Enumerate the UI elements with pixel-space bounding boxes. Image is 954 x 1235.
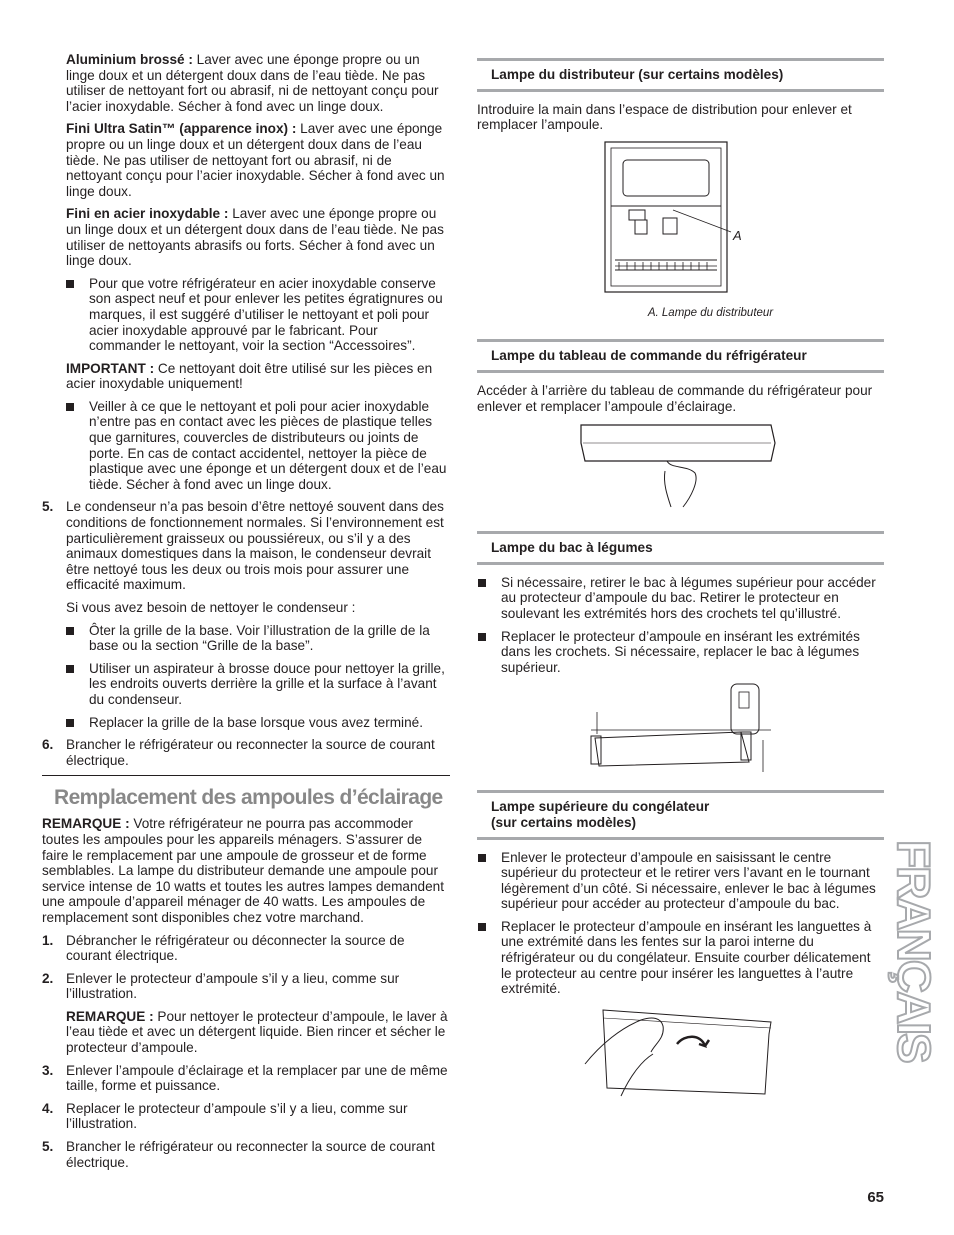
control-panel-illustration [571,421,791,511]
list-item-text: Enlever le protecteur d’ampoule en saisissant le centre supérieur du protecteur et le retirer vers l’avant en le tournant légèrement d’un côté. Si nécessaire, enlever le bac à légumes supérieur pour accéder au protecteur d’ampoule du bac. [501,849,876,912]
section-title-freezer-light [477,790,884,839]
dispenser-illustration [581,140,781,300]
freezer-light-illustration [581,1004,781,1100]
bullet-square-icon [66,627,74,635]
list-item-text: Replacer le protecteur d’ampoule en insérant les extrémités dans les crochets. Si nécessaire, replacer le bac à légumes supérieur. [501,628,860,675]
step-number: 6. [42,737,54,753]
bullet-square-icon [66,280,74,288]
step-number: 2. [42,970,54,986]
figure-caption: A. Lampe du distributeur [647,306,774,319]
left-column [42,52,450,1177]
step-text: Brancher le réfrigérateur ou reconnecter la source de courant électrique. [66,1139,435,1170]
bullet-square-icon [478,633,486,641]
bullet-square-icon [478,854,486,862]
paragraph-important [42,361,450,392]
step-text: Débrancher le réfrigérateur ou déconnecter la source de courant électrique. [66,932,405,964]
paragraph-inox [42,206,450,268]
paragraph-subintro: Si vous avez besoin de nettoyer le condenseur : [66,600,356,615]
list-item [477,850,884,912]
step-text: Replacer le protecteur d’ampoule s’il y a lieu, comme sur l’illustration. [66,1100,408,1132]
bullet-square-icon [66,665,74,673]
step-number: 4. [42,1100,54,1116]
step-text: Brancher le réfrigérateur ou reconnecter la source de courant électrique. [66,737,435,768]
bullet-square-icon [478,923,486,931]
paragraph-text: Laver avec une éponge propre ou un linge doux et un détergent doux dans de l’eau tiède. Ne pas utiliser de nettoyant fort ou abrasif, ni de nettoyant conçu pour l’acier inoxydable. Sécher à fond avec un linge doux. [66,52,439,114]
paragraph-satin [42,121,450,199]
paragraph-dispenser: Introduire la main dans l’espace de distribution pour enlever et remplacer l’ampoule. [477,101,852,133]
list-item-text: Veiller à ce que le nettoyant et poli pour acier inoxydable n’entre pas en contact avec les pièces de plastique telles que garnitures, couvercles de distributeurs ou joints de porte. En cas de contact accidentel, nettoyer la pièce de plastique avec une éponge et un détergent doux et de l’eau tiède. Sécher à fond avec un linge doux. [89,398,447,492]
section-title-line: (sur certains modèles) [491,814,637,830]
step-number: 5. [42,1139,54,1155]
term-label: REMARQUE : [66,1008,154,1024]
step-5b [42,1139,450,1170]
paragraph-text: Pour nettoyer le protecteur d’ampoule, le laver à l’eau tiède et avec un détergent liquide. Bien rincer et sécher le protecteur d’ampoule. [66,1008,448,1056]
step-1 [42,933,450,964]
list-item-text: Replacer la grille de la base lorsque vous avez terminé. [89,714,423,730]
term-label: Aluminium brossé : [66,52,193,67]
section-divider [42,775,450,776]
section-heading: Remplacement des ampoules d’éclairage [54,786,443,810]
paragraph-text: Votre réfrigérateur ne pourra pas accommoder toutes les ampoules pour les appareils ménagers. S’assurer de faire le remplacement par une ampoule de grosseur et de forme semblables. La lampe du distributeur demande une ampoule pour service intense de 10 watts et toutes les autres lampes demandent une ampoule d’appareil ménager de 40 watts. Les ampoules de remplacement sont disponibles chez votre marchand. [42,816,444,925]
paragraph-control-panel: Accéder à l’arrière du tableau de commande du réfrigérateur pour enlever et remplacer l’ampoule d’éclairage. [477,382,873,414]
bullet-square-icon [66,719,74,727]
list-item-text: Pour que votre réfrigérateur en acier inoxydable conserve son aspect neuf et pour enlever les petites égratignures ou marques, il est suggéré d’utiliser le nettoyant et poli pour acier inoxydable approuvé par le fabricant. Pour commander le nettoyant, voir la section “Accessoires”. [89,275,443,354]
figure-label-a: A [732,227,742,243]
step-text: Enlever le protecteur d’ampoule s’il y a lieu, comme sur l’illustration. [66,970,400,1002]
list-item [42,276,450,354]
list-item [477,919,884,997]
step-text: Enlever l’ampoule d’éclairage et la remplacer par une de même taille, forme et puissance. [66,1062,448,1094]
sidebar-language-text: FRANÇAIS [888,840,940,1062]
list-item [42,715,450,731]
paragraph-text: Laver avec une éponge propre ou un linge doux et un détergent doux dans de l’eau tiède. Ne pas utiliser de nettoyant fort ou abrasif, ni de nettoyant conçu pour l’acier inoxydable. Sécher à fond avec un linge doux. [66,121,445,199]
step-5 [42,499,450,593]
right-column [477,58,884,1106]
list-item-text: Utiliser un aspirateur à brosse douce pour nettoyer la grille, les endroits ouverts derrière la grille et la surface à l’avant du condenseur. [89,660,445,707]
section-title-line: Lampe supérieure du congélateur [491,799,710,815]
paragraph-text: Ce nettoyant doit être utilisé sur les pièces en acier inoxydable uniquement! [66,360,433,392]
step-number: 3. [42,1062,54,1078]
term-label: REMARQUE : [42,816,130,832]
step-text: Le condenseur n’a pas besoin d’être nettoyé souvent dans des conditions de fonctionnement normales. Si l’environnement est particulièrement graisseux ou poussiéreux, ou s’il y a des animaux domestiques dans la maison, le condenseur devrait être nettoyé tous les deux ou trois mois pour assurer une efficacité maximum. [66,499,444,593]
step-2 [42,971,450,1002]
paragraph-aluminium [42,52,450,114]
list-item-text: Si nécessaire, retirer le bac à légumes supérieur pour accéder au protecteur d’ampoule du bac. Retirer le protecteur en soulevant les extrémités hors des crochets tel qu’illustré. [501,574,876,621]
section-title-dispenser-light: Lampe du distributeur (sur certains modèles) [477,58,884,92]
paragraph-remarque-2 [42,1009,450,1056]
language-sidebar [880,840,940,1070]
step-3 [42,1063,450,1094]
step-6 [42,737,450,768]
list-item-text: Replacer le protecteur d’ampoule en insérant les languettes à une extrémité dans les fentes sur la paroi interne du réfrigérateur ou du congélateur. Ensuite courber délicatement le protecteur au centre pour insérer les languettes à l’autre extrémité. [501,918,872,997]
list-item-text: Ôter la grille de la base. Voir l’illustration de la grille de la base ou la section “Grille de la base”. [89,622,430,654]
term-label: Fini Ultra Satin™ (apparence inox) : [66,121,297,137]
paragraph-remarque [42,816,450,925]
bullet-square-icon [478,579,486,587]
list-item [42,623,450,654]
list-item [477,629,884,676]
term-label: IMPORTANT : [66,360,155,376]
paragraph-text: Laver avec une éponge propre ou un linge doux et un détergent doux dans de l’eau tiède. Ne pas utiliser de nettoyants abrasifs ou forts. Sécher à fond avec un linge doux. [66,206,444,269]
list-item [42,399,450,493]
step-number: 5. [42,499,54,515]
bullet-square-icon [66,403,74,411]
step-number: 1. [42,932,54,948]
crisper-light-illustration [581,682,781,774]
section-title-control-panel-light: Lampe du tableau de commande du réfrigérateur [477,339,884,373]
section-title-crisper-light: Lampe du bac à légumes [477,531,884,565]
page-number: 65 [867,1189,884,1206]
term-label: Fini en acier inoxydable : [66,206,229,222]
list-item [477,575,884,622]
step-4 [42,1101,450,1132]
list-item [42,661,450,708]
